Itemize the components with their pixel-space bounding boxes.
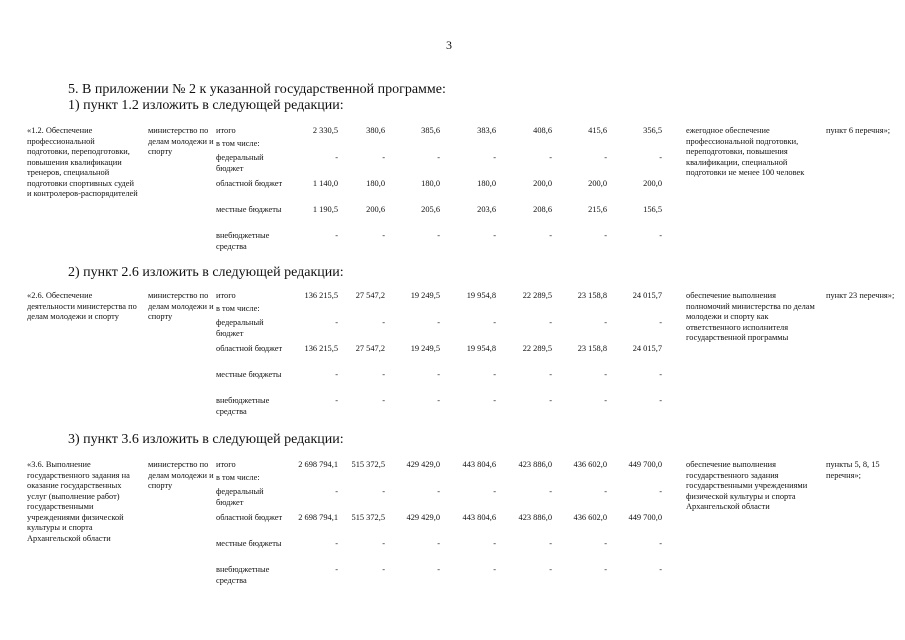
- intro-line-1: 5. В приложении № 2 к указанной государственной программе:: [68, 82, 446, 97]
- funding-value: -: [382, 396, 385, 405]
- funding-value: -: [382, 565, 385, 574]
- item-reference: пункт 23 перечня»;: [826, 291, 895, 300]
- funding-value: -: [604, 318, 607, 327]
- item-name: «2.6. Обеспечение деятельности министерства по делам молодежи и спорту: [27, 291, 137, 321]
- funding-value: 208,6: [533, 205, 552, 214]
- funding-value: -: [659, 318, 662, 327]
- funding-value: 200,0: [588, 179, 607, 188]
- item-reference: пункты 5, 8, 15 перечня»;: [826, 460, 880, 480]
- funding-source-label: областной бюджет: [216, 513, 283, 522]
- funding-value: 356,5: [643, 126, 662, 135]
- funding-value: 203,6: [477, 205, 496, 214]
- funding-value: -: [604, 370, 607, 379]
- funding-value: -: [437, 565, 440, 574]
- funding-value: -: [493, 565, 496, 574]
- funding-value: 1 190,5: [312, 205, 338, 214]
- funding-value: 180,0: [421, 179, 440, 188]
- funding-value: -: [604, 539, 607, 548]
- funding-value: -: [437, 396, 440, 405]
- funding-value: -: [604, 396, 607, 405]
- funding-value: -: [659, 487, 662, 496]
- funding-value: -: [382, 370, 385, 379]
- funding-value: 415,6: [588, 126, 607, 135]
- funding-value: -: [335, 318, 338, 327]
- funding-source-label: областной бюджет: [216, 344, 283, 353]
- funding-value: 2 698 794,1: [298, 513, 338, 522]
- responsible-executor: министерство по делам молодежи и спорту: [148, 126, 214, 156]
- funding-value: 136 215,5: [304, 344, 338, 353]
- funding-source-label: федеральный бюджет: [216, 487, 264, 507]
- funding-value: -: [549, 487, 552, 496]
- funding-value: -: [604, 153, 607, 162]
- funding-value: 429 429,0: [406, 460, 440, 469]
- funding-value: -: [382, 153, 385, 162]
- funding-value: -: [493, 231, 496, 240]
- funding-source-label: в том числе:: [216, 304, 260, 313]
- funding-value: -: [437, 318, 440, 327]
- funding-source-label: внебюджетные средства: [216, 231, 270, 251]
- item-name: «1.2. Обеспечение профессиональной подготовки, переподготовки, повышения квалификации тренеров, специальной подготовки спортивных судей и контролеров-распорядителей: [27, 126, 138, 198]
- funding-value: -: [437, 153, 440, 162]
- section-heading: 3) пункт 3.6 изложить в следующей редакции:: [68, 432, 344, 447]
- funding-value: 23 158,8: [577, 291, 607, 300]
- funding-value: -: [604, 487, 607, 496]
- funding-value: -: [437, 231, 440, 240]
- section-heading: 2) пункт 2.6 изложить в следующей редакции:: [68, 265, 344, 280]
- funding-value: -: [549, 370, 552, 379]
- funding-value: -: [335, 231, 338, 240]
- funding-value: 180,0: [477, 179, 496, 188]
- funding-value: -: [493, 487, 496, 496]
- responsible-executor: министерство по делам молодежи и спорту: [148, 291, 214, 321]
- funding-value: 429 429,0: [406, 513, 440, 522]
- funding-value: -: [335, 487, 338, 496]
- funding-value: 436 602,0: [573, 513, 607, 522]
- funding-source-label: итого: [216, 291, 236, 300]
- funding-source-label: в том числе:: [216, 139, 260, 148]
- funding-value: 19 954,8: [466, 291, 496, 300]
- item-name: «3.6. Выполнение государственного задания на оказание государственных услуг (выполнение работ) государственными учреждениями физической культуры и спорта Архангельской области: [27, 460, 130, 543]
- item-reference: пункт 6 перечня»;: [826, 126, 891, 135]
- funding-value: 205,6: [421, 205, 440, 214]
- funding-value: 423 886,0: [518, 513, 552, 522]
- funding-value: 449 700,0: [628, 513, 662, 522]
- item-goal: обеспечение выполнения государственного задания государственными учреждениями физической культуры и спорта Архангельской области: [686, 460, 808, 511]
- funding-value: -: [493, 396, 496, 405]
- funding-value: -: [549, 318, 552, 327]
- funding-value: 515 372,5: [351, 460, 385, 469]
- funding-value: -: [493, 370, 496, 379]
- funding-value: -: [549, 231, 552, 240]
- funding-value: -: [549, 539, 552, 548]
- funding-source-label: внебюджетные средства: [216, 565, 270, 585]
- funding-value: 385,6: [421, 126, 440, 135]
- funding-value: -: [659, 565, 662, 574]
- intro-block: [68, 82, 446, 114]
- funding-value: 423 886,0: [518, 460, 552, 469]
- funding-value: 200,0: [533, 179, 552, 188]
- funding-value: -: [659, 370, 662, 379]
- funding-value: 24 015,7: [632, 344, 662, 353]
- funding-value: 383,6: [477, 126, 496, 135]
- funding-value: -: [493, 153, 496, 162]
- funding-value: 200,6: [366, 205, 385, 214]
- funding-value: -: [437, 370, 440, 379]
- funding-value: -: [335, 396, 338, 405]
- funding-value: -: [604, 231, 607, 240]
- item-goal: обеспечение выполнения полномочий министерства по делам молодежи и спорту как ответственного исполнителя государственной программы: [686, 291, 815, 342]
- intro-line-2: 1) пункт 1.2 изложить в следующей редакции:: [68, 98, 344, 113]
- funding-value: 180,0: [366, 179, 385, 188]
- funding-value: -: [382, 318, 385, 327]
- funding-source-label: областной бюджет: [216, 179, 283, 188]
- funding-value: -: [437, 539, 440, 548]
- funding-value: -: [659, 153, 662, 162]
- funding-value: 443 804,6: [462, 460, 496, 469]
- item-goal: ежегодное обеспечение профессиональной подготовки, переподготовки, повышения квалификации, специальной подготовки не менее 100 человек: [686, 126, 805, 177]
- funding-value: 449 700,0: [628, 460, 662, 469]
- funding-value: 436 602,0: [573, 460, 607, 469]
- funding-value: 19 954,8: [466, 344, 496, 353]
- funding-value: 27 547,2: [355, 344, 385, 353]
- funding-value: 24 015,7: [632, 291, 662, 300]
- funding-value: -: [382, 487, 385, 496]
- funding-value: -: [493, 318, 496, 327]
- funding-value: -: [382, 231, 385, 240]
- funding-value: -: [659, 539, 662, 548]
- funding-value: 408,6: [533, 126, 552, 135]
- funding-source-label: внебюджетные средства: [216, 396, 270, 416]
- funding-source-label: местные бюджеты: [216, 370, 282, 379]
- funding-value: -: [549, 396, 552, 405]
- funding-value: 27 547,2: [355, 291, 385, 300]
- funding-value: 200,0: [643, 179, 662, 188]
- funding-value: -: [549, 153, 552, 162]
- funding-value: -: [382, 539, 385, 548]
- funding-source-label: федеральный бюджет: [216, 318, 264, 338]
- funding-value: 156,5: [643, 205, 662, 214]
- funding-value: -: [335, 539, 338, 548]
- funding-value: -: [659, 231, 662, 240]
- funding-source-label: местные бюджеты: [216, 539, 282, 548]
- funding-value: -: [335, 370, 338, 379]
- funding-value: 380,6: [366, 126, 385, 135]
- funding-value: 136 215,5: [304, 291, 338, 300]
- funding-value: 19 249,5: [410, 344, 440, 353]
- funding-value: 22 289,5: [522, 291, 552, 300]
- funding-source-label: итого: [216, 126, 236, 135]
- funding-value: -: [335, 565, 338, 574]
- funding-value: 515 372,5: [351, 513, 385, 522]
- funding-value: 1 140,0: [312, 179, 338, 188]
- funding-source-label: федеральный бюджет: [216, 153, 264, 173]
- funding-value: -: [659, 396, 662, 405]
- funding-value: 215,6: [588, 205, 607, 214]
- funding-value: -: [437, 487, 440, 496]
- funding-value: -: [604, 565, 607, 574]
- funding-value: 22 289,5: [522, 344, 552, 353]
- funding-value: -: [335, 153, 338, 162]
- funding-value: 443 804,6: [462, 513, 496, 522]
- page-number: 3: [446, 38, 452, 52]
- funding-source-label: итого: [216, 460, 236, 469]
- funding-value: 2 330,5: [312, 126, 338, 135]
- funding-value: -: [493, 539, 496, 548]
- responsible-executor: министерство по делам молодежи и спорту: [148, 460, 214, 490]
- funding-value: 2 698 794,1: [298, 460, 338, 469]
- funding-source-label: в том числе:: [216, 473, 260, 482]
- funding-value: -: [549, 565, 552, 574]
- funding-source-label: местные бюджеты: [216, 205, 282, 214]
- funding-value: 23 158,8: [577, 344, 607, 353]
- funding-value: 19 249,5: [410, 291, 440, 300]
